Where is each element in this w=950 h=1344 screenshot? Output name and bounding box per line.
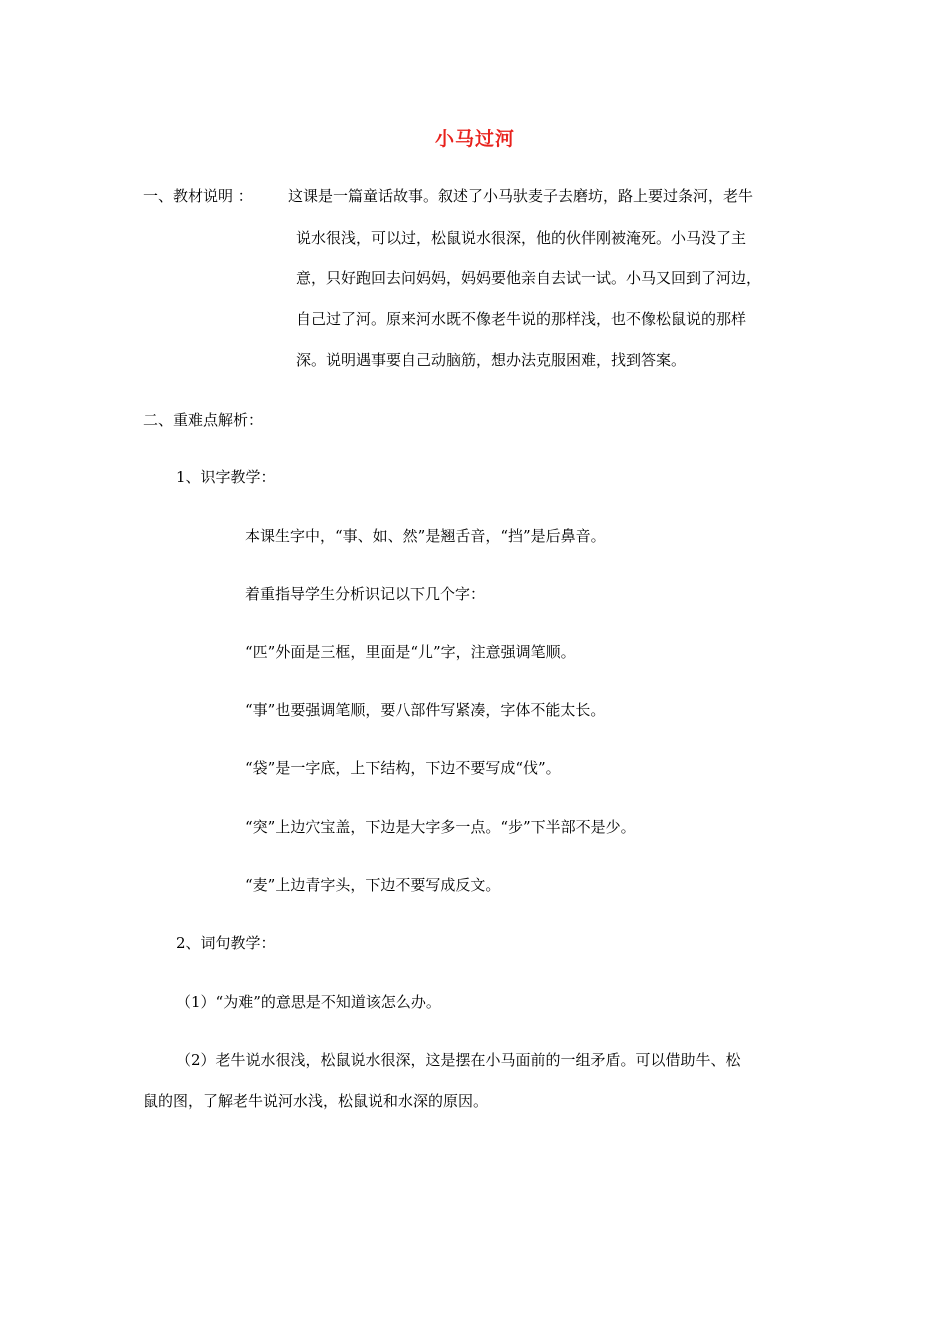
sub1-line-2: 着重指导学生分析识记以下几个字： <box>245 585 486 603</box>
document-title: 小马过河 <box>434 128 515 150</box>
section2-label: 二、重难点解析： <box>143 411 264 429</box>
sub2-item-2-line-1: （2）老牛说水很浅，松鼠说水很深，这是摆在小马面前的一组矛盾。可以借助牛、松 <box>176 1051 741 1069</box>
sub1-line-3: “匹”外面是三框，里面是“儿”字，注意强调笔顺。 <box>245 643 576 661</box>
sub1-label: 1、识字教学： <box>176 468 276 486</box>
sub1-line-5: “袋”是一字底，上下结构，下边不要写成“伐”。 <box>245 759 561 777</box>
section1-line-1: 这课是一篇童话故事。叙述了小马驮麦子去磨坊，路上要过条河，老牛 <box>288 187 754 205</box>
sub2-label: 2、词句教学： <box>176 934 276 952</box>
sub1-line-6: “突”上边穴宝盖，下边是大字多一点。“步”下半部不是少。 <box>245 818 636 836</box>
section1-line-2: 说水很浅，可以过，松鼠说水很深，他的伙伴刚被淹死。小马没了主 <box>296 229 747 247</box>
section1-line-4: 自己过了河。原来河水既不像老牛说的那样浅，也不像松鼠说的那样 <box>296 310 747 328</box>
section1-line-5: 深。说明遇事要自己动脑筋，想办法克服困难，找到答案。 <box>296 351 687 369</box>
sub2-item-2-line-2: 鼠的图，了解老牛说河水浅，松鼠说和水深的原因。 <box>143 1092 489 1110</box>
sub1-line-7: “麦”上边青字头，下边不要写成反文。 <box>245 876 501 894</box>
section1-line-3: 意，只好跑回去问妈妈，妈妈要他亲自去试一试。小马又回到了河边， <box>296 269 762 287</box>
sub1-line-4: “事”也要强调笔顺，要八部件写紧凑，字体不能太长。 <box>245 701 606 719</box>
sub1-line-1: 本课生字中，“事、如、然”是翘舌音，“挡”是后鼻音。 <box>245 527 606 545</box>
section1-label: 一、教材说明 ： <box>143 187 253 205</box>
sub2-item-1: （1）“为难”的意思是不知道该怎么办。 <box>176 993 441 1011</box>
